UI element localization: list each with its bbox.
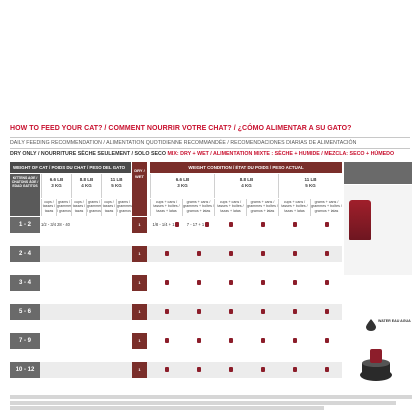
mix-amount-cell (278, 333, 310, 349)
can-icon (229, 338, 233, 343)
dry-amount-cell (71, 333, 86, 349)
age-cell: 10 - 12 (10, 362, 40, 378)
dry-amount-cell: 28 - 40 (57, 222, 70, 227)
can-icon (175, 222, 179, 227)
can-count-cell: 1 (132, 333, 147, 349)
unit-cups-cans: cups + cans / tasses + boîtes / tazas + latas (214, 199, 246, 216)
dry-amount-cell (86, 362, 101, 378)
mix-amount-cell (182, 275, 214, 291)
can-icon (229, 309, 233, 314)
dry-only-label: DRY ONLY / NOURRITURE SÈCHE SEULEMENT / SOLO SECO (10, 151, 166, 157)
food-bowl-icon (356, 345, 396, 385)
dry-amount-cell (86, 304, 101, 320)
mix-weight-cell (150, 174, 214, 198)
unit-grams-cans: grams + cans / grammes + boîtes / gramos + latas (310, 199, 342, 216)
can-icon (261, 367, 265, 372)
can-icon (197, 367, 201, 372)
can-icon (325, 309, 329, 314)
dry-amount-cell (56, 333, 71, 349)
weight-lb: 8.8 LB (79, 177, 94, 182)
unit-grams: grams / grammes / gramos (86, 199, 101, 216)
can-icon (261, 338, 265, 343)
age-cell: 3 - 4 (10, 275, 40, 291)
dry-amount-cell (56, 362, 71, 378)
dry-weight-row (41, 174, 131, 198)
fine-print-line (10, 406, 324, 410)
mix-amount-cell (150, 304, 182, 320)
mix-amount-text: 7 - 17 + 1 (186, 222, 205, 227)
can-count-cell: 1 (132, 217, 147, 233)
dry-weight-cell (101, 174, 131, 198)
feeding-row (10, 246, 342, 262)
can-icon (325, 251, 329, 256)
dry-amount-cell (56, 304, 71, 320)
mix-amount-cell (246, 246, 278, 262)
mix-amount-cell (246, 333, 278, 349)
mix-amount-cell (310, 217, 342, 233)
mix-amount-cell (214, 362, 246, 378)
mix-amount-cell (182, 304, 214, 320)
mix-amount-cell (246, 217, 278, 233)
dry-amount-cell (71, 304, 86, 320)
can-count-cell: 1 (132, 304, 147, 320)
weight-lb: 8.8 LB (239, 177, 254, 182)
mix-amount-cell (310, 275, 342, 291)
can-icon (261, 251, 265, 256)
can-icon (261, 280, 265, 285)
weight-lb: 6.6 LB (49, 177, 64, 182)
weight-kg: 5 KG (305, 183, 316, 188)
weight-lb: 11 LB (304, 177, 317, 182)
mix-amount-cell (182, 362, 214, 378)
mix-weight-cell (278, 174, 342, 198)
dry-amount-cell (56, 246, 71, 262)
dry-amount-cell (41, 246, 56, 262)
can-count-cell: 1 (132, 275, 147, 291)
dry-amount-cell (116, 333, 131, 349)
can-icon (293, 309, 297, 314)
dry-amount-cell (41, 304, 56, 320)
can-icon (229, 251, 233, 256)
mix-amount-cell (182, 333, 214, 349)
can-icon (197, 338, 201, 343)
weight-kg: 4 KG (241, 183, 252, 188)
mix-amount-cell (214, 217, 246, 233)
mix-amount-cell (214, 246, 246, 262)
mix-weight-cell (214, 174, 278, 198)
mix-amount-cell (182, 246, 214, 262)
wet-mix-panel-header (344, 162, 412, 184)
weight-kg: 3 KG (51, 183, 62, 188)
feeding-mode-line (10, 151, 410, 157)
can-count-cell: 1 (132, 246, 147, 262)
can-icon (205, 222, 209, 227)
mix-amount-cell (278, 246, 310, 262)
can-icon (325, 338, 329, 343)
page-title: HOW TO FEED YOUR CAT? / COMMENT NOURRIR VOTRE CHAT? / ¿CÓMO ALIMENTAR A SU GATO? (10, 125, 352, 132)
dry-weight-cell (41, 174, 71, 198)
mix-label: MIX: DRY + WET / ALIMENTATION MIXTE : SÈCHE + HUMIDE / MEZCLA: SECO + HÚMEDO (167, 151, 395, 157)
dry-amount-cell (101, 333, 116, 349)
water-drop-icon (366, 319, 376, 331)
dry-weight-cell (71, 174, 101, 198)
dry-amount-cell (71, 217, 86, 233)
can-icon (165, 251, 169, 256)
dry-amount-cell (116, 304, 131, 320)
mix-amount-cell (310, 362, 342, 378)
mix-table-header: WEIGHT CONDITION / ÉTAT DU POIDS / PESO ACTUAL (150, 162, 342, 173)
dry-amount-cell (116, 217, 131, 233)
dry-amount-cell (86, 333, 101, 349)
mix-amount-cell (278, 304, 310, 320)
age-cell: 1 - 2 (10, 217, 40, 233)
unit-cups: cups / tasses / tazas (101, 199, 116, 216)
can-icon (197, 309, 201, 314)
can-icon (165, 309, 169, 314)
dry-amount-cell (86, 217, 101, 233)
can-count-cell: 1 (132, 362, 147, 378)
unit-cups: cups / tasses / tazas (41, 199, 56, 216)
mix-amount-cell (278, 275, 310, 291)
mix-amount-cell (182, 217, 214, 233)
mix-weight-row (150, 174, 342, 198)
can-icon (293, 338, 297, 343)
can-icon (197, 280, 201, 285)
dry-amount-cell (101, 275, 116, 291)
dry-unit-row (41, 199, 131, 216)
dry-amount-cell (86, 246, 101, 262)
unit-cups: cups / tasses / tazas (71, 199, 86, 216)
unit-cups-cans: cups + cans / tasses + boîtes / tazas + latas (278, 199, 310, 216)
mix-amount-cell (214, 275, 246, 291)
mix-amount-cell (246, 275, 278, 291)
weight-lb: 6.6 LB (175, 177, 190, 182)
mix-amount-cell (150, 362, 182, 378)
feeding-row (10, 333, 342, 349)
weight-kg: 3 KG (177, 183, 188, 188)
unit-cups-cans: cups + cans / tasses + boîtes / tazas + latas (150, 199, 182, 216)
mix-amount-cell (214, 304, 246, 320)
mix-unit-row (150, 199, 342, 216)
dry-amount-cell (116, 246, 131, 262)
dry-table-header: WEIGHT OF CAT / POIDS DU CHAT / PESO DEL GATO (10, 162, 131, 173)
mix-amount-cell (310, 333, 342, 349)
mix-amount-cell (150, 246, 182, 262)
mix-amount-cell (278, 362, 310, 378)
blank-top-area (0, 0, 420, 116)
dry-amount-cell (101, 246, 116, 262)
mix-amount-cell (246, 304, 278, 320)
can-icon (197, 251, 201, 256)
dry-amount-cell (86, 275, 101, 291)
dry-amount-cell (71, 246, 86, 262)
mix-amount-cell (150, 275, 182, 291)
can-icon (261, 309, 265, 314)
dry-amount-cell (101, 362, 116, 378)
dry-amount-cell (71, 275, 86, 291)
mix-amount-cell (214, 333, 246, 349)
can-icon (325, 222, 329, 227)
age-cell: 2 - 4 (10, 246, 40, 262)
dry-amount-cell (116, 362, 131, 378)
can-icon (165, 280, 169, 285)
weight-lb: 11 LB (110, 177, 123, 182)
dry-amount-cell (101, 304, 116, 320)
can-icon (165, 367, 169, 372)
can-icon (325, 367, 329, 372)
dry-wet-tab: DRY / WET (132, 162, 147, 216)
weight-kg: 4 KG (81, 183, 92, 188)
can-icon (293, 280, 297, 285)
fine-print-line (10, 401, 396, 405)
can-icon (229, 367, 233, 372)
unit-grams: grams / grammes / gramos (116, 199, 131, 216)
feeding-row (10, 362, 342, 378)
can-icon (325, 280, 329, 285)
dry-amount-cell (41, 333, 56, 349)
feeding-row (10, 304, 342, 320)
age-cell: 5 - 6 (10, 304, 40, 320)
dry-amount-cell (71, 362, 86, 378)
feeding-row (10, 217, 342, 233)
mix-amount-cell (310, 246, 342, 262)
weight-kg: 5 KG (111, 183, 122, 188)
subtitle: DAILY FEEDING RECOMMENDATION / ALIMENTATION QUOTIDIENNE RECOMMANDÉE / RECOMENDACIONES DIARIAS DE ALIMENTACIÓN (10, 140, 357, 146)
can-icon (165, 338, 169, 343)
mix-amount-cell (278, 217, 310, 233)
unit-grams-cans: grams + cans / grammes + boîtes / gramos + latas (246, 199, 278, 216)
mix-amount-cell (310, 304, 342, 320)
mix-amount-cell (150, 333, 182, 349)
unit-grams-cans: grams + cans / grammes + boîtes / gramos + latas (182, 199, 214, 216)
fine-print-line (10, 395, 412, 399)
feeding-row (10, 275, 342, 291)
divider (10, 137, 410, 138)
can-icon (293, 367, 297, 372)
can-icon (293, 222, 297, 227)
dry-amount-cell (101, 217, 116, 233)
can-icon (293, 251, 297, 256)
kittens-age-header: KITTENS AGE / CHATONS ÂGE / EDAD GATITOS (10, 174, 40, 216)
dry-amount-cell (41, 275, 56, 291)
water-label: WATER EAU AGUA (378, 319, 411, 323)
mix-amount-cell (246, 362, 278, 378)
can-icon (261, 222, 265, 227)
mix-amount-text: 1/8 - 1/4 + 1 (152, 222, 175, 227)
dry-amount-cell: 1/2 - 3/4 (41, 222, 56, 227)
dry-amount-cell (116, 275, 131, 291)
dry-amount-cell (41, 362, 56, 378)
can-icon (229, 280, 233, 285)
dry-amount-cell (56, 275, 71, 291)
wet-food-pouch-image (349, 200, 371, 240)
can-icon (229, 222, 233, 227)
unit-grams: grams / grammes / gramos (56, 199, 71, 216)
divider (10, 148, 410, 149)
age-cell: 7 - 9 (10, 333, 40, 349)
footnote-fine-print (10, 395, 412, 413)
mix-amount-cell (150, 217, 182, 233)
